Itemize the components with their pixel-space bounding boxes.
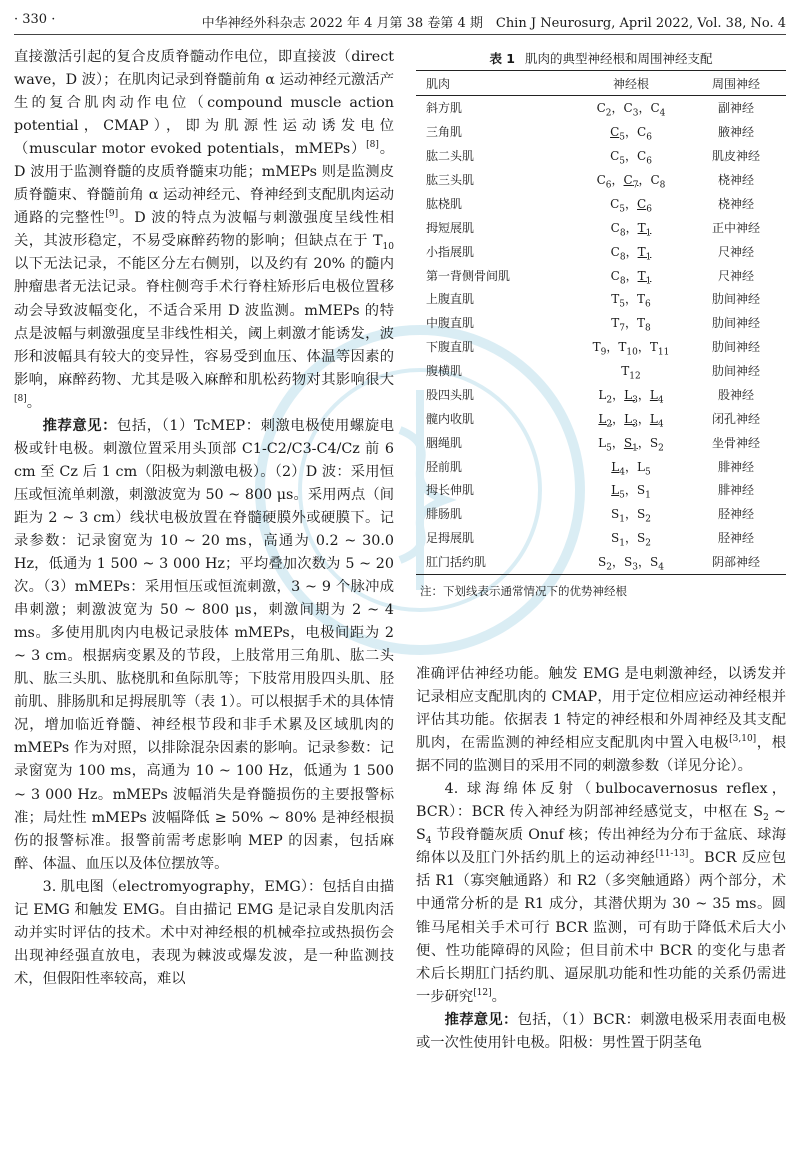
root-label: $L_3$ <box>624 411 638 430</box>
muscle-cell: 腹横肌 <box>426 364 463 379</box>
muscle-cell: 胭绳肌 <box>426 435 463 450</box>
muscle-cell: 拇短展肌 <box>426 220 475 235</box>
paragraph-triggered-emg: 准确评估神经功能。触发 EMG 是电刺激神经，以诱发并记录相应支配肌肉的 CMAP，用于定位相应运动神经根并评估其功能。依据表 1 特定的神经根和外周神经及其支配肌肉，在需监测的神经相应支配肌肉中置入电极[3,10]，根据不同的监测目的采用不同的刺激参数（详见分论）。 <box>416 666 786 775</box>
table-row <box>416 454 786 478</box>
muscle-cell: 肱三头肌 <box>426 173 475 188</box>
root-label: $C_2$ <box>596 101 612 119</box>
root-label: $L_2$ <box>598 387 613 406</box>
nerve-cell: 腓神经 <box>717 483 754 498</box>
nerve-cell: 股神经 <box>717 387 754 402</box>
root-label: $L_5$ <box>598 435 612 454</box>
root-cell: $S_1$，$S_2$ <box>611 507 651 525</box>
nerve-cell: 副神经 <box>717 101 754 116</box>
table-row <box>416 406 786 430</box>
root-label: $S_1$ <box>623 435 638 454</box>
root-cell: $L_2$，$L_3$，$L_4$ <box>598 387 664 406</box>
muscle-cell: 肱二头肌 <box>426 149 475 164</box>
root-cell: $S_1$，$S_2$ <box>611 531 651 549</box>
root-label: $T_1$ <box>637 244 652 263</box>
paragraph-mep-types: 直接激活引起的复合皮质脊髓动作电位，即直接波（direct wave，D 波）；在肌肉记录到脊髓前角 α 运动神经元激活产生的复合肌肉动作电位（compound muscle action potential，CMAP），即为肌源性运动诱发电位（muscular motor evoked potentials，mMEPs）[8]。D 波用于监测脊髓的皮质脊髓束功能；mMEPs 则是监测皮质脊髓束、脊髓前角 α 运动神经元、脊神经到支配肌肉运动通路的完整性[9]。D 波的特点为波幅与刺激强度呈线性相关，其波形稳定，不易受麻醉药物的影响；但缺点在于 $T_{10}$ 以下无法记录，不能区分左右侧别，以及约有 20% 的髓内肿瘤患者无法记录。脊柱侧弯手术行脊柱矫形后电极位置移动会导致波幅变化，不适合采用 D 波监测。mMEPs 的特点是波幅与刺激强度呈非线性相关，阈上刺激才能诱发，波形和波幅具有较大的变异性，容易受到血压、体温等因素的影响，麻醉药物、尤其是吸入麻醉和肌松药物对其影响很大[8]。 <box>14 49 394 411</box>
nerve-cell: 肋间神经 <box>711 316 760 331</box>
muscle-cell: 腓肠肌 <box>426 507 463 522</box>
muscle-cell: 胫前肌 <box>426 459 463 474</box>
root-label: $T_1$ <box>637 268 652 286</box>
table-row <box>416 144 786 168</box>
root-cell: $C_2$，$C_3$，$C_4$ <box>596 101 666 119</box>
root-label: $T_8$ <box>637 316 651 334</box>
root-cell: $C_8$，$T_1$ <box>610 220 652 239</box>
root-label: $T_{10}$ <box>618 340 638 358</box>
root-label: $C_4$ <box>650 101 666 119</box>
nerve-cell: 腓神经 <box>717 459 754 474</box>
root-cell: $T_7$，$T_8$ <box>611 316 651 334</box>
root-label: $L_4$ <box>649 387 664 406</box>
table-row <box>416 502 786 526</box>
nerve-cell: 胫神经 <box>717 531 754 546</box>
root-label: $S_2$ <box>637 531 651 549</box>
root-label: $T_7$ <box>611 316 625 334</box>
table-header-row <box>416 71 786 96</box>
nerve-cell: 尺神经 <box>717 244 754 259</box>
nerve-cell: 桡神经 <box>717 173 754 188</box>
root-label: $S_3$ <box>624 555 638 573</box>
muscle-cell: 肛门括约肌 <box>416 550 576 574</box>
table-row <box>416 120 786 144</box>
root-label: $S_4$ <box>650 555 664 573</box>
nerve-cell: 腋神经 <box>717 125 754 140</box>
root-cell: $C_6$，$C_7$，$C_8$ <box>596 173 666 191</box>
root-cell: $L_5$，$S_1$ <box>611 483 651 501</box>
root-label: $L_5$ <box>637 459 651 477</box>
nerve-cell: 肋间神经 <box>711 364 760 379</box>
root-label: $C_6$ <box>637 196 652 215</box>
nerve-cell: 桡神经 <box>717 196 754 211</box>
root-label: $C_6$ <box>596 173 612 191</box>
table-row <box>416 168 786 192</box>
root-label: $C_6$ <box>637 149 652 167</box>
right-column <box>416 663 786 1158</box>
root-cell: $L_2$，$L_3$，$L_4$ <box>598 411 664 430</box>
root-label: $L_2$ <box>598 411 613 430</box>
root-cell: $C_5$，$C_6$ <box>610 196 652 215</box>
root-label: $C_8$ <box>650 173 666 191</box>
paragraph-recommendation-bcr: 推荐意见：包括，（1）BCR：刺激电极采用表面电极或一次性使用针电极。阳极：男性置于阴茎龟 <box>416 1011 786 1051</box>
running-header <box>14 10 786 32</box>
nerve-cell: 阴部神经 <box>686 550 786 574</box>
table-row <box>416 287 786 311</box>
muscle-cell: 斜方肌 <box>426 101 463 116</box>
muscle-cell: 上腹直肌 <box>426 292 475 307</box>
table-row <box>416 383 786 407</box>
root-label: $C_7$ <box>623 173 639 191</box>
root-label: $S_1$ <box>611 531 625 549</box>
root-cell: $C_5$，$C_6$ <box>610 125 652 143</box>
muscle-cell: 股四头肌 <box>426 387 475 402</box>
root-label: $C_5$ <box>610 125 625 143</box>
table-row <box>416 359 786 383</box>
root-label: $C_8$ <box>610 220 626 239</box>
root-cell: $C_8$，$T_1$ <box>610 244 652 263</box>
root-label: $T_{11}$ <box>649 340 670 358</box>
nerve-cell: 尺神经 <box>717 268 754 283</box>
header-root: 神经根 <box>576 71 686 96</box>
header-rule <box>14 34 786 35</box>
table-row <box>416 550 786 574</box>
table-row <box>416 215 786 239</box>
table-row <box>416 192 786 216</box>
table-row <box>416 263 786 287</box>
muscle-cell: 小指展肌 <box>426 244 475 259</box>
table-row <box>416 239 786 263</box>
header-nerve: 周围神经 <box>686 71 786 96</box>
table-caption: 表 1 肌肉的典型神经根和周围神经支配 <box>489 51 713 66</box>
nerve-cell: 肋间神经 <box>711 340 760 355</box>
root-label: $S_1$ <box>636 483 651 501</box>
root-label: $C_8$ <box>610 268 626 286</box>
root-label: $S_1$ <box>611 507 625 525</box>
paragraph-emg: 3. 肌电图（electromyography，EMG）：包括自由描记 EMG 和触发 EMG。自由描记 EMG 是记录自发肌肉活动并实时评估的技术。术中对神经根的机械牵拉或热损伤会出现神经强直放电，表现为棘波或爆发波，是一种监测技术，但假阳性率较高，难以 <box>14 878 394 987</box>
innervation-table <box>416 70 786 575</box>
root-label: $C_8$ <box>610 244 626 263</box>
root-label: $C_5$ <box>610 196 625 215</box>
root-label: $C_6$ <box>637 125 652 143</box>
table-note: 注：下划线表示通常情况下的优势神经根 <box>420 583 627 598</box>
root-label: $C_5$ <box>610 149 625 167</box>
root-cell: $L_5$，$S_1$，$S_2$ <box>598 435 664 454</box>
paragraph-bcr: 4. 球海绵体反射（bulbocavernosus reflex，BCR）：BCR 传入神经为阴部神经感觉支，中枢在 $S_2$ ~ $S_4$ 节段脊髓灰质 Onuf 核；传出神经为分布于盆底、球海绵体以及肛门外括约肌上的运动神经[11-13]。BCR 反应包括 R1（寡突触通路）和 R2（多突触通路）两个部分，术中通常分析的是 R1 成分，其潜伏期为 30 ~ 35 ms。圆锥马尾相关手术可行 BCR 监测，可有助于降低术后大小便、性功能障碍的风险；但目前术中 BCR 的变化与患者术后长期肛门括约肌、逼尿肌功能和性功能的关系仍需进一步研究[12]。 <box>416 781 786 1005</box>
root-label: $T_5$ <box>611 292 625 310</box>
muscle-cell: 第一背侧骨间肌 <box>426 268 511 283</box>
nerve-cell: 闭孔神经 <box>711 411 760 426</box>
root-label: $L_3$ <box>624 387 638 406</box>
root-label: $T_1$ <box>637 220 652 239</box>
root-label: $L_4$ <box>649 411 664 430</box>
root-cell: $T_9$，$T_{10}$，$T_{11}$ <box>592 340 670 358</box>
nerve-cell: 正中神经 <box>711 220 760 235</box>
root-cell: $C_8$，$T_1$ <box>610 268 652 286</box>
table-row <box>416 96 786 120</box>
root-label: $T_9$ <box>592 340 607 358</box>
muscle-cell: 足拇展肌 <box>426 531 475 546</box>
muscle-cell: 下腹直肌 <box>426 340 475 355</box>
muscle-cell: 三角肌 <box>426 125 463 140</box>
root-label: $T_6$ <box>637 292 651 310</box>
nerve-cell: 肋间神经 <box>711 292 760 307</box>
root-label: $S_2$ <box>598 555 612 573</box>
root-cell: $C_5$，$C_6$ <box>610 149 652 167</box>
muscle-cell: 拇长伸肌 <box>426 483 475 498</box>
muscle-cell: 肱桡肌 <box>426 196 463 211</box>
root-label: $S_2$ <box>649 435 664 454</box>
nerve-cell: 肌皮神经 <box>711 149 760 164</box>
muscle-cell: 中腹直肌 <box>426 316 475 331</box>
table-row <box>416 430 786 454</box>
paragraph-recommendation-mep: 推荐意见：包括，（1）TcMEP：刺激电极使用螺旋电极或针电极。刺激位置采用头顶部 C1-C2/C3-C4/Cz 前 6 cm 至 Cz 后 1 cm（阳极为刺激电极）。（2）D 波：采用恒压或恒流单刺激，刺激波宽为 50 ~ 800 μs。采用两点（间距为 2 ~ 3 cm）线状电极放置在脊髓硬膜外或硬膜下。记录参数：记录窗宽为 10 ~ 20 ms，高通为 0.2 ~ 30.0 Hz，低通为 1 500 ~ 3 000 Hz；平均叠加次数为 5 ~ 20 次。（3）mMEPs：采用恒压或恒流刺激，3 ~ 9 个脉冲成串刺激；刺激波宽为 50 ~ 800 μs，刺激间期为 2 ~ 4 ms。多使用肌肉内电极记录肢体 mMEPs，电极间距为 2 ~ 3 cm。根据病变累及的节段，上肢常用三角肌、肱二头肌、肱三头肌、肱桡肌和鱼际肌等；下肢常用股四头肌、胫前肌、腓肠肌和足拇展肌等（表 1）。可以根据手术的具体情况，增加临近脊髓、神经根节段和非手术累及区域肌肉的 mMEPs 作为对照，以排除混杂因素的影响。记录参数：记录窗宽为 100 ms，高通为 10 ~ 100 Hz，低通为 1 500 ~ 3 000 Hz。mMEPs 波幅消失是脊髓损伤的主要报警标准；局灶性 mMEPs 波幅降低 ≥ 50% ~ 80% 是神经根损伤的报警标准。报警前需考虑影响 MEP 的因素，包括麻醉、体温、血压以及体位摆放等。 <box>14 417 394 872</box>
left-column <box>14 46 394 1156</box>
root-label: $C_3$ <box>623 101 639 119</box>
nerve-cell: 坐骨神经 <box>711 435 760 450</box>
table-row <box>416 526 786 550</box>
nerve-cell: 胫神经 <box>717 507 754 522</box>
root-label: $T_{12}$ <box>621 363 641 381</box>
table-row <box>416 311 786 335</box>
table-1 <box>416 48 786 599</box>
root-cell: $S_2$，$S_3$，$S_4$ <box>576 550 686 574</box>
root-label: $S_2$ <box>637 507 651 525</box>
root-cell <box>576 359 686 383</box>
header-muscle: 肌肉 <box>416 71 576 96</box>
root-cell: $L_4$，$L_5$ <box>611 459 651 477</box>
root-label: $L_4$ <box>611 459 625 477</box>
root-cell: $T_5$，$T_6$ <box>611 292 651 310</box>
root-label: $L_5$ <box>611 483 625 501</box>
table-row <box>416 478 786 502</box>
muscle-cell: 髋内收肌 <box>426 411 475 426</box>
journal-citation: 中华神经外科杂志 2022 年 4 月第 38 卷第 4 期 Chin J Neurosurg, April 2022, Vol. 38, No. 4 <box>201 16 786 31</box>
page-number: · 330 · <box>14 12 56 27</box>
table-row <box>416 335 786 359</box>
table-body <box>416 96 786 575</box>
